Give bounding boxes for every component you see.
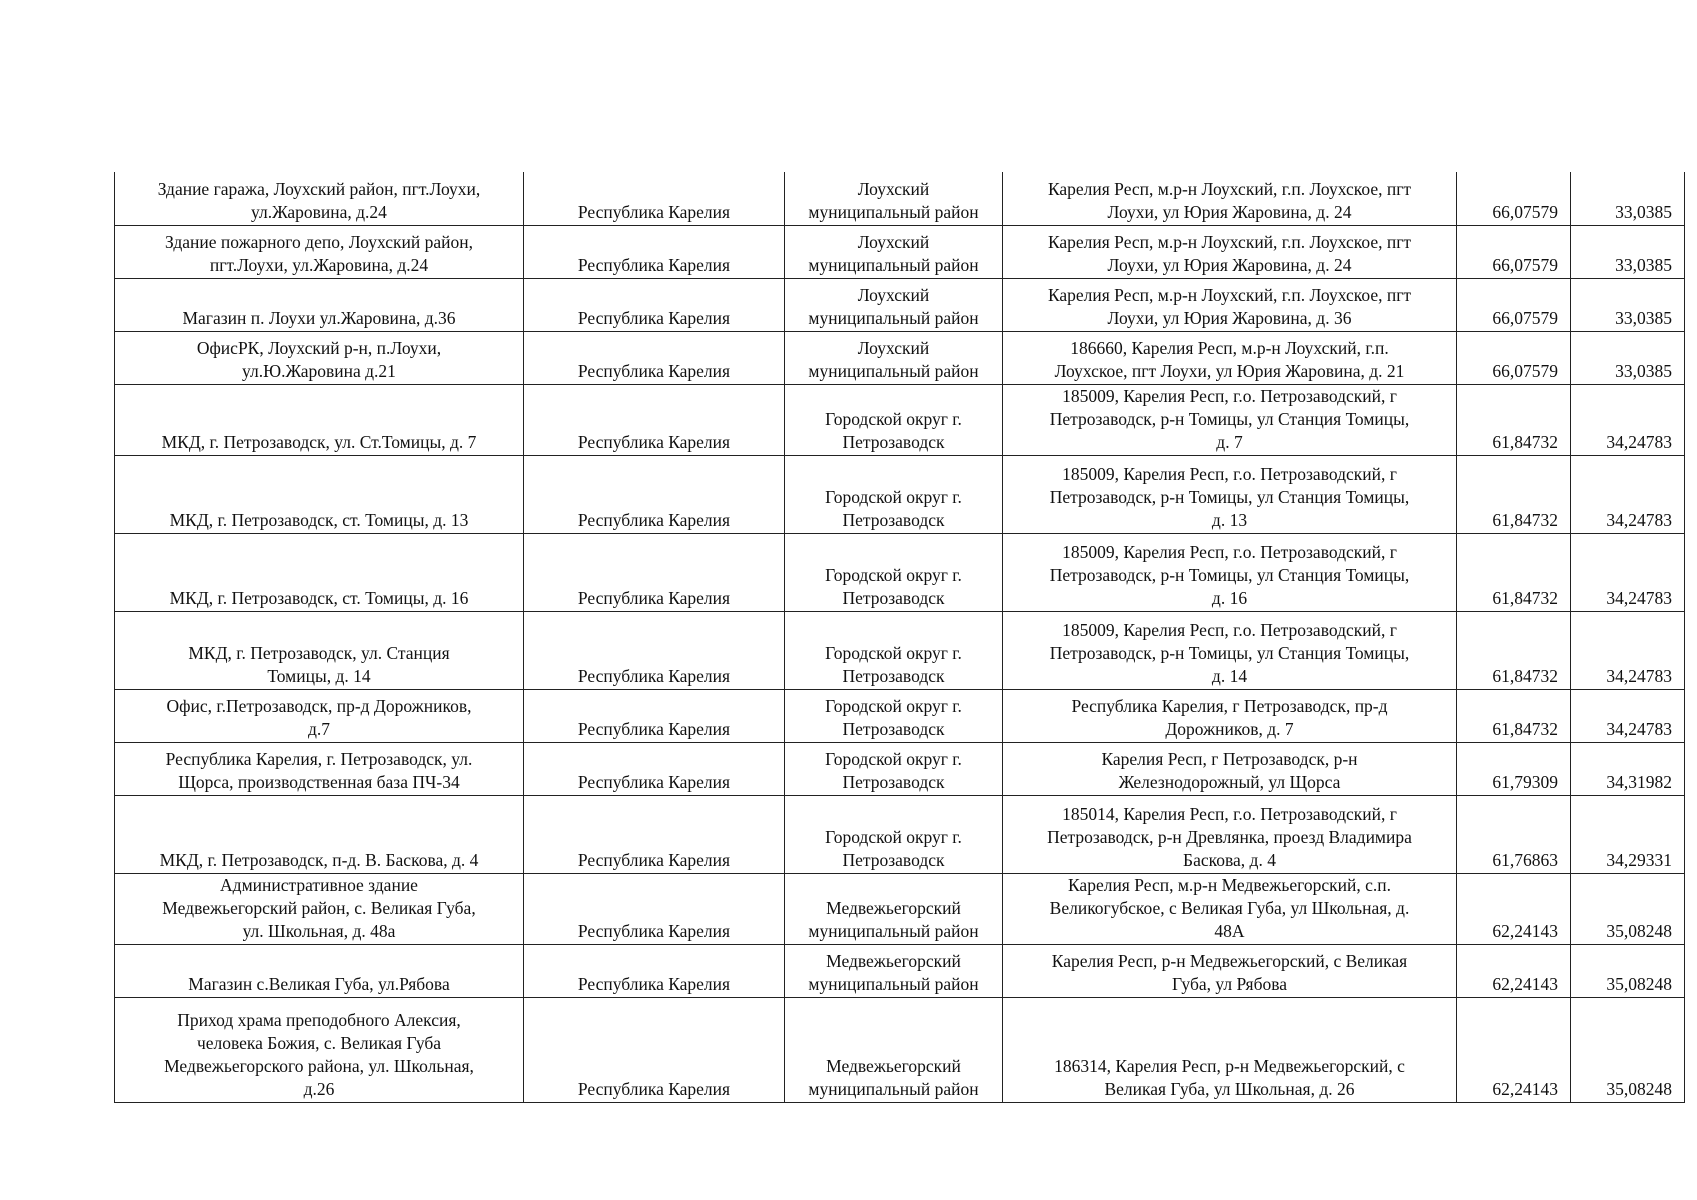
object-name-cell: Приход храма преподобного Алексия, человека Божия, с. Великая Губа Медвежьегорского района, ул. Школьная, д.26 bbox=[115, 997, 524, 1102]
longitude-cell: 34,24783 bbox=[1571, 384, 1685, 455]
latitude-cell: 61,84732 bbox=[1457, 611, 1571, 689]
address-cell: 185009, Карелия Респ, г.о. Петрозаводский, г Петрозаводск, р-н Томицы, ул Станция Томицы, д. 7 bbox=[1003, 384, 1457, 455]
region-cell: Республика Карелия bbox=[524, 689, 785, 742]
table-row bbox=[115, 455, 1685, 533]
table-row bbox=[115, 172, 1685, 225]
address-cell: Карелия Респ, м.р-н Лоухский, г.п. Лоухское, пгт Лоухи, ул Юрия Жаровина, д. 36 bbox=[1003, 278, 1457, 331]
longitude-cell: 35,08248 bbox=[1571, 997, 1685, 1102]
object-name-cell: Административное здание Медвежьегорский район, с. Великая Губа, ул. Школьная, д. 48а bbox=[115, 873, 524, 944]
district-cell: Городской округ г. Петрозаводск bbox=[785, 455, 1003, 533]
district-cell: Лоухский муниципальный район bbox=[785, 278, 1003, 331]
table-row bbox=[115, 742, 1685, 795]
longitude-cell: 33,0385 bbox=[1571, 225, 1685, 278]
district-cell: Лоухский муниципальный район bbox=[785, 331, 1003, 384]
object-name-cell: МКД, г. Петрозаводск, ст. Томицы, д. 13 bbox=[115, 455, 524, 533]
district-cell: Медвежьегорский муниципальный район bbox=[785, 997, 1003, 1102]
latitude-cell: 62,24143 bbox=[1457, 873, 1571, 944]
region-cell: Республика Карелия bbox=[524, 533, 785, 611]
table-row bbox=[115, 611, 1685, 689]
region-cell: Республика Карелия bbox=[524, 873, 785, 944]
object-name-cell: МКД, г. Петрозаводск, ул. Ст.Томицы, д. 7 bbox=[115, 384, 524, 455]
district-cell: Лоухский муниципальный район bbox=[785, 225, 1003, 278]
region-cell: Республика Карелия bbox=[524, 795, 785, 873]
region-cell: Республика Карелия bbox=[524, 997, 785, 1102]
latitude-cell: 61,84732 bbox=[1457, 384, 1571, 455]
address-cell: 186660, Карелия Респ, м.р-н Лоухский, г.п. Лоухское, пгт Лоухи, ул Юрия Жаровина, д. 21 bbox=[1003, 331, 1457, 384]
longitude-cell: 33,0385 bbox=[1571, 278, 1685, 331]
latitude-cell: 66,07579 bbox=[1457, 172, 1571, 225]
latitude-cell: 61,84732 bbox=[1457, 689, 1571, 742]
latitude-cell: 62,24143 bbox=[1457, 997, 1571, 1102]
latitude-cell: 61,84732 bbox=[1457, 533, 1571, 611]
table-row bbox=[115, 873, 1685, 944]
region-cell: Республика Карелия bbox=[524, 278, 785, 331]
table-row bbox=[115, 384, 1685, 455]
address-cell: 185014, Карелия Респ, г.о. Петрозаводский, г Петрозаводск, р-н Древлянка, проезд Владимира Баскова, д. 4 bbox=[1003, 795, 1457, 873]
object-name-cell: МКД, г. Петрозаводск, ул. Станция Томицы, д. 14 bbox=[115, 611, 524, 689]
district-cell: Городской округ г. Петрозаводск bbox=[785, 533, 1003, 611]
address-cell: 185009, Карелия Респ, г.о. Петрозаводский, г Петрозаводск, р-н Томицы, ул Станция Томицы, д. 13 bbox=[1003, 455, 1457, 533]
object-name-cell: Здание гаража, Лоухский район, пгт.Лоухи, ул.Жаровина, д.24 bbox=[115, 172, 524, 225]
longitude-cell: 33,0385 bbox=[1571, 331, 1685, 384]
latitude-cell: 66,07579 bbox=[1457, 225, 1571, 278]
region-cell: Республика Карелия bbox=[524, 611, 785, 689]
district-cell: Лоухский муниципальный район bbox=[785, 172, 1003, 225]
table-row bbox=[115, 689, 1685, 742]
region-cell: Республика Карелия bbox=[524, 225, 785, 278]
object-name-cell: МКД, г. Петрозаводск, ст. Томицы, д. 16 bbox=[115, 533, 524, 611]
object-name-cell: МКД, г. Петрозаводск, п-д. В. Баскова, д. 4 bbox=[115, 795, 524, 873]
district-cell: Городской округ г. Петрозаводск bbox=[785, 795, 1003, 873]
region-cell: Республика Карелия bbox=[524, 944, 785, 997]
district-cell: Городской округ г. Петрозаводск bbox=[785, 742, 1003, 795]
latitude-cell: 61,84732 bbox=[1457, 455, 1571, 533]
address-cell: Карелия Респ, м.р-н Лоухский, г.п. Лоухское, пгт Лоухи, ул Юрия Жаровина, д. 24 bbox=[1003, 225, 1457, 278]
longitude-cell: 33,0385 bbox=[1571, 172, 1685, 225]
table-row bbox=[115, 533, 1685, 611]
region-cell: Республика Карелия bbox=[524, 742, 785, 795]
region-cell: Республика Карелия bbox=[524, 172, 785, 225]
district-cell: Медвежьегорский муниципальный район bbox=[785, 873, 1003, 944]
table-row bbox=[115, 944, 1685, 997]
object-name-cell: ОфисРК, Лоухский р-н, п.Лоухи, ул.Ю.Жаровина д.21 bbox=[115, 331, 524, 384]
latitude-cell: 61,79309 bbox=[1457, 742, 1571, 795]
address-cell: Карелия Респ, р-н Медвежьегорский, с Великая Губа, ул Рябова bbox=[1003, 944, 1457, 997]
district-cell: Медвежьегорский муниципальный район bbox=[785, 944, 1003, 997]
object-name-cell: Магазин с.Великая Губа, ул.Рябова bbox=[115, 944, 524, 997]
object-name-cell: Магазин п. Лоухи ул.Жаровина, д.36 bbox=[115, 278, 524, 331]
region-cell: Республика Карелия bbox=[524, 384, 785, 455]
latitude-cell: 62,24143 bbox=[1457, 944, 1571, 997]
longitude-cell: 34,24783 bbox=[1571, 689, 1685, 742]
address-cell: 185009, Карелия Респ, г.о. Петрозаводский, г Петрозаводск, р-н Томицы, ул Станция Томицы, д. 14 bbox=[1003, 611, 1457, 689]
longitude-cell: 34,24783 bbox=[1571, 533, 1685, 611]
longitude-cell: 34,24783 bbox=[1571, 611, 1685, 689]
object-name-cell: Здание пожарного депо, Лоухский район, пгт.Лоухи, ул.Жаровина, д.24 bbox=[115, 225, 524, 278]
objects-table bbox=[114, 172, 1685, 1103]
longitude-cell: 35,08248 bbox=[1571, 873, 1685, 944]
address-cell: 186314, Карелия Респ, р-н Медвежьегорский, с Великая Губа, ул Школьная, д. 26 bbox=[1003, 997, 1457, 1102]
longitude-cell: 34,31982 bbox=[1571, 742, 1685, 795]
latitude-cell: 61,76863 bbox=[1457, 795, 1571, 873]
table-row bbox=[115, 225, 1685, 278]
table-row bbox=[115, 278, 1685, 331]
table-row bbox=[115, 997, 1685, 1102]
latitude-cell: 66,07579 bbox=[1457, 331, 1571, 384]
district-cell: Городской округ г. Петрозаводск bbox=[785, 611, 1003, 689]
address-cell: Карелия Респ, г Петрозаводск, р-н Железнодорожный, ул Щорса bbox=[1003, 742, 1457, 795]
district-cell: Городской округ г. Петрозаводск bbox=[785, 384, 1003, 455]
objects-table-body bbox=[115, 172, 1685, 1102]
address-cell: Карелия Респ, м.р-н Лоухский, г.п. Лоухское, пгт Лоухи, ул Юрия Жаровина, д. 24 bbox=[1003, 172, 1457, 225]
address-cell: Карелия Респ, м.р-н Медвежьегорский, с.п. Великогубское, с Великая Губа, ул Школьная, д. 48А bbox=[1003, 873, 1457, 944]
object-name-cell: Офис, г.Петрозаводск, пр-д Дорожников, д.7 bbox=[115, 689, 524, 742]
longitude-cell: 35,08248 bbox=[1571, 944, 1685, 997]
longitude-cell: 34,29331 bbox=[1571, 795, 1685, 873]
table-row bbox=[115, 795, 1685, 873]
district-cell: Городской округ г. Петрозаводск bbox=[785, 689, 1003, 742]
region-cell: Республика Карелия bbox=[524, 455, 785, 533]
table-row bbox=[115, 331, 1685, 384]
address-cell: 185009, Карелия Респ, г.о. Петрозаводский, г Петрозаводск, р-н Томицы, ул Станция Томицы, д. 16 bbox=[1003, 533, 1457, 611]
longitude-cell: 34,24783 bbox=[1571, 455, 1685, 533]
region-cell: Республика Карелия bbox=[524, 331, 785, 384]
object-name-cell: Республика Карелия, г. Петрозаводск, ул. Щорса, производственная база ПЧ-34 bbox=[115, 742, 524, 795]
address-cell: Республика Карелия, г Петрозаводск, пр-д Дорожников, д. 7 bbox=[1003, 689, 1457, 742]
latitude-cell: 66,07579 bbox=[1457, 278, 1571, 331]
